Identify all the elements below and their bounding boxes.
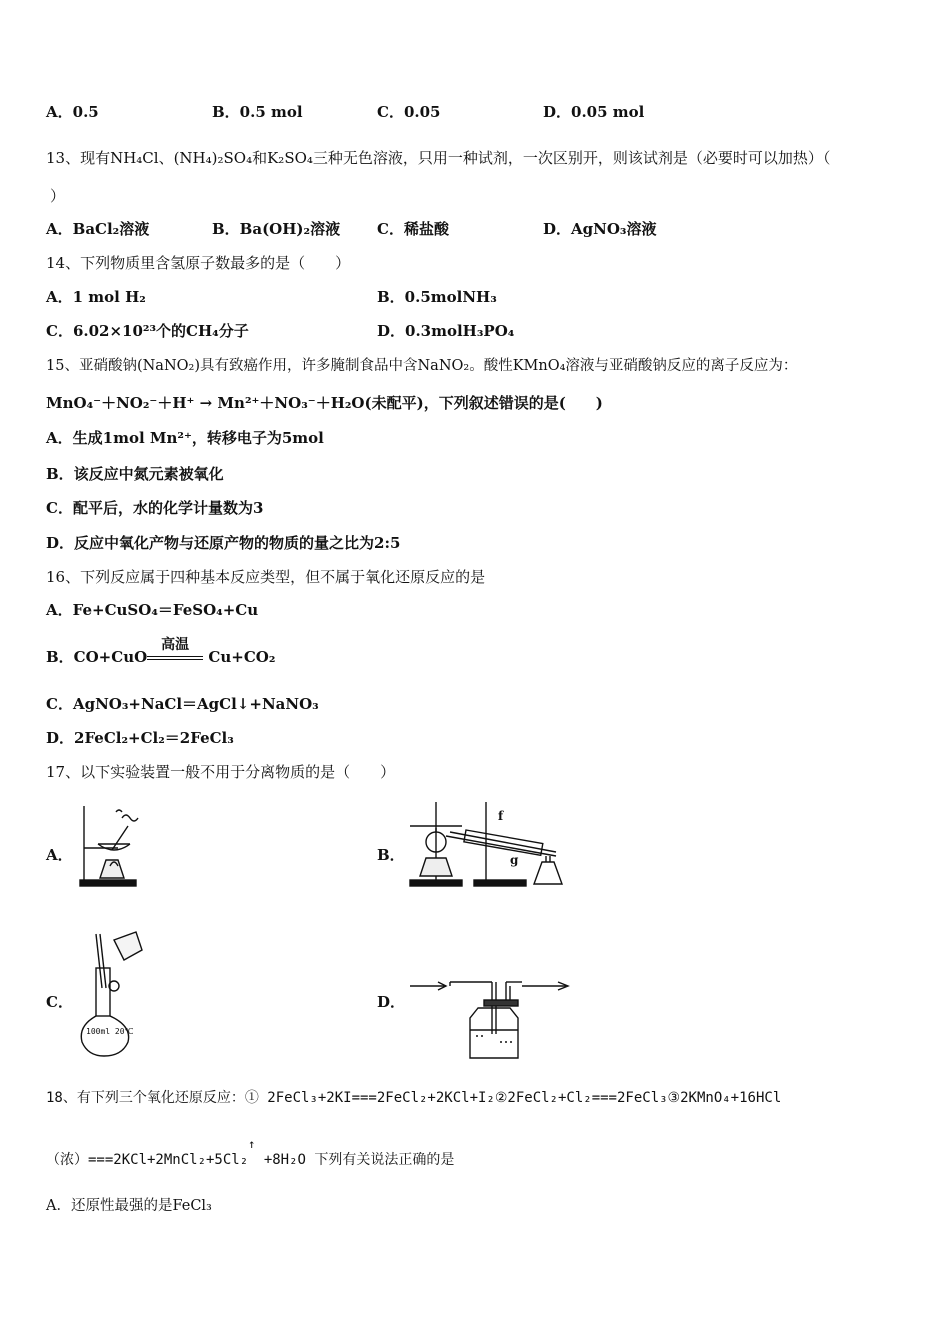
q16-option-b (46, 637, 276, 668)
q12-option-b: B．0.5 mol (212, 103, 303, 121)
q17-label-b: B． (377, 846, 405, 864)
gas-arrow-icon: ↑ (248, 1137, 256, 1151)
volumetric-flask-figure (74, 928, 146, 1058)
q13-option-d: D．AgNO₃溶液 (543, 220, 657, 238)
q18-stem-line1: 18、有下列三个氧化还原反应：① 2FeCl₃+2KI===2FeCl₂+2KCl+I₂②2FeCl₂+Cl₂===2FeCl₃③2KMnO₄+16HCl (46, 1090, 782, 1106)
q12-option-c: C．0.05 (377, 103, 441, 121)
q14-option-b: B．0.5molNH₃ (377, 288, 497, 306)
q17-label-d: D． (377, 993, 406, 1011)
q15-stem-line1: 15、亚硝酸钠(NaNO₂)具有致癌作用，许多腌制食品中含NaNO₂。酸性KMnO₄溶液与亚硝酸钠反应的离子反应为： (46, 358, 798, 374)
q13-option-a: A．BaCl₂溶液 (46, 220, 150, 238)
q15-option-a: A．生成1mol Mn²⁺，转移电子为5mol (46, 429, 324, 447)
q15-option-d: D．反应中氧化产物与还原产物的物质的量之比为2:5 (46, 534, 401, 552)
q17-label-c: C． (46, 993, 73, 1011)
flask-text: 100ml 20℃ (86, 1027, 134, 1036)
q13-option-b: B．Ba(OH)₂溶液 (212, 220, 341, 238)
q13-option-c: C．稀盐酸 (377, 220, 449, 238)
evaporation-apparatus-figure (76, 800, 142, 888)
q15-option-c: C．配平后，水的化学计量数为3 (46, 499, 264, 517)
q12-option-a: A．0.5 (46, 103, 99, 121)
q18-stem-line2 (46, 1137, 455, 1170)
q17-label-a: A． (46, 846, 73, 864)
q16-option-d: D．2FeCl₂+Cl₂＝2FeCl₃ (46, 729, 234, 747)
figure-label-g: g (510, 853, 519, 867)
q16-option-b-products: Cu+CO₂ (208, 648, 276, 666)
q14-option-a: A．1 mol H₂ (46, 288, 146, 306)
reaction-arrow-high-temp (147, 637, 203, 668)
q16-option-a: A．Fe+CuSO₄＝FeSO₄+Cu (46, 601, 259, 619)
q15-option-b: B．该反应中氮元素被氧化 (46, 465, 224, 483)
q15-stem-line2: MnO₄⁻＋NO₂⁻＋H⁺ → Mn²⁺＋NO₃⁻＋H₂O(未配平)，下列叙述错误的是( ) (46, 394, 603, 412)
q14-option-c: C．6.02×10²³个的CH₄分子 (46, 322, 249, 340)
gas-washing-bottle-figure (406, 972, 574, 1062)
q16-option-c: C．AgNO₃+NaCl＝AgCl↓+NaNO₃ (46, 695, 319, 713)
reaction-condition: 高温 (161, 637, 190, 653)
q17-stem: 17、以下实验装置一般不用于分离物质的是（ ） (46, 763, 396, 781)
q16-stem: 16、下列反应属于四种基本反应类型，但不属于氧化还原反应的是 (46, 568, 486, 586)
q12-option-d: D．0.05 mol (543, 103, 645, 121)
q18-stem-part2: +8H₂O 下列有关说法正确的是 (255, 1152, 455, 1168)
q18-stem-part1: （浓）===2KCl+2MnCl₂+5Cl₂ (46, 1152, 249, 1168)
q13-stem: 13、现有NH₄Cl、(NH₄)₂SO₄和K₂SO₄三种无色溶液，只用一种试剂，一次区别开，则该试剂是（必要时可以加热）（ (46, 149, 831, 167)
q16-option-b-reactants: B．CO+CuO (46, 648, 148, 666)
distillation-apparatus-figure (406, 798, 576, 890)
figure-label-f: f (498, 809, 504, 823)
q14-option-d: D．0.3molH₃PO₄ (377, 322, 515, 340)
q18-option-a: A．还原性最强的是FeCl₃ (46, 1198, 212, 1214)
q14-stem: 14、下列物质里含氢原子数最多的是（ ） (46, 254, 351, 272)
q13-stem-close: ） (50, 187, 66, 205)
